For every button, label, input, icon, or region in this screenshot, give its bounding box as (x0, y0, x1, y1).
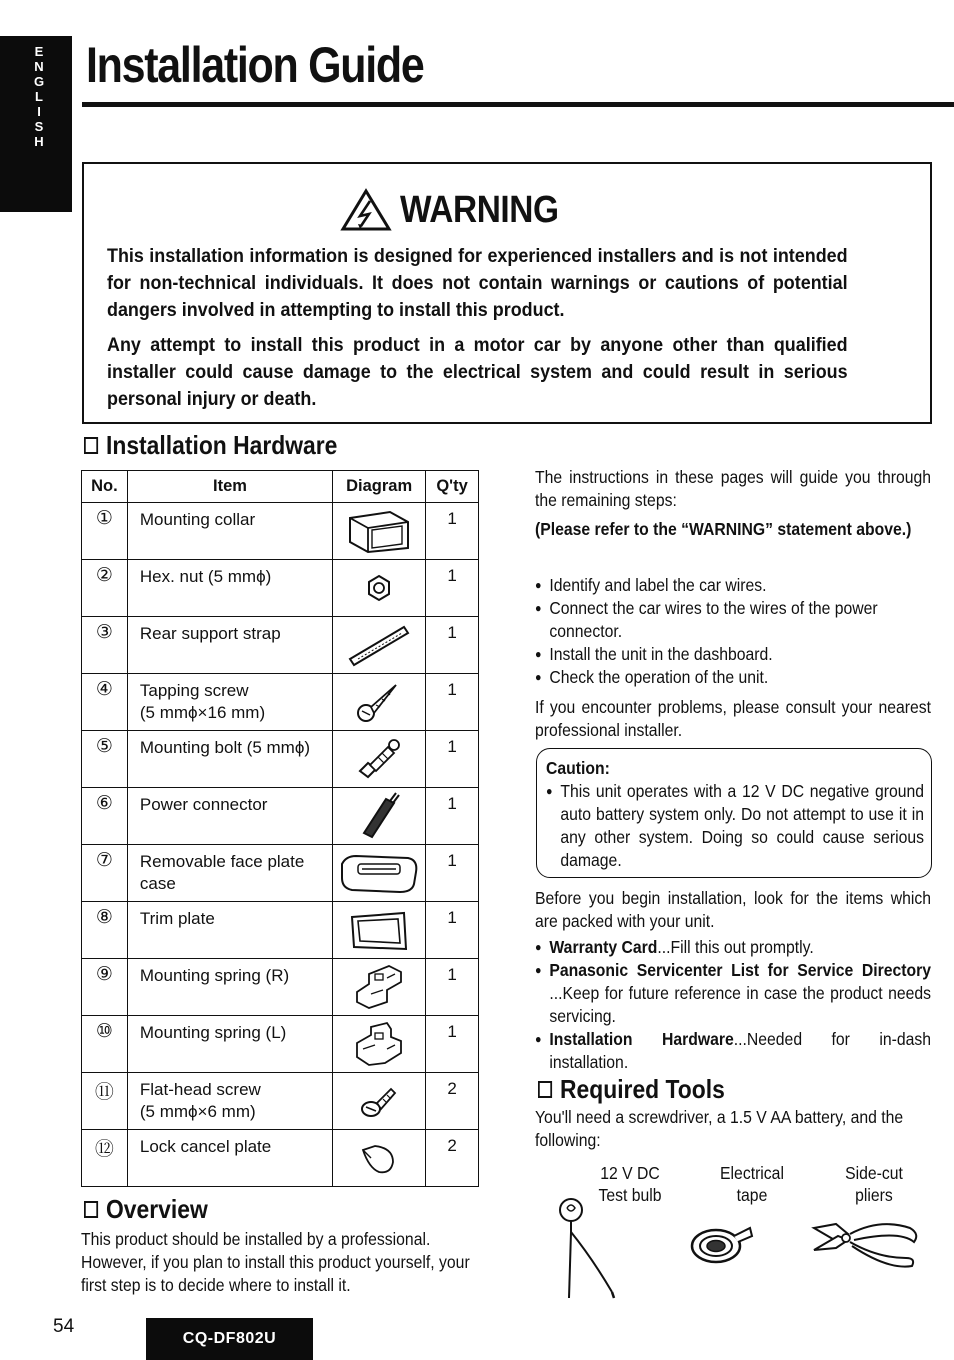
high-voltage-warning-icon (340, 188, 392, 232)
caution-content (546, 757, 924, 872)
support-strap-icon (344, 621, 414, 669)
instructions-intro: The instructions in these pages will guide you through the remaining steps: (535, 467, 931, 510)
table-row (82, 1130, 479, 1187)
row-qty: 1 (426, 503, 479, 560)
required-tools-text: You'll need a screwdriver, a 1.5 V AA battery, and the following: (535, 1107, 904, 1150)
trim-plate-icon (344, 907, 414, 953)
checkbox-icon (84, 1201, 98, 1218)
list-item: ● Install the unit in the dashboard. (535, 643, 931, 666)
col-item: Item (127, 471, 332, 503)
page-number: 54 (53, 1316, 75, 1337)
row-qty: 1 (426, 560, 479, 617)
table-row (82, 1073, 479, 1130)
installation-hardware-heading: Installation Hardware (84, 430, 337, 461)
warning-title: WARNING (400, 188, 559, 231)
side-cut-pliers-icon (808, 1214, 924, 1274)
power-connector-icon (356, 791, 402, 841)
warning-reference-note: (Please refer to the “WARNING” statement above.) (535, 519, 912, 539)
row-number: ⑨ (82, 959, 128, 1016)
table-row (82, 845, 479, 902)
row-item: Power connector (127, 788, 332, 845)
row-number: ④ (82, 674, 128, 731)
row-item: Mounting collar (127, 503, 332, 560)
instruction-steps (535, 574, 931, 689)
row-item: Mounting spring (L) (127, 1016, 332, 1073)
row-item: Lock cancel plate (127, 1130, 332, 1187)
row-number: ⑩ (82, 1016, 128, 1073)
table-header-row (82, 471, 479, 503)
list-item: ● Installation Hardware...Needed for in-dash installation. (535, 1028, 931, 1074)
title-rule (82, 102, 954, 107)
row-number: ⑪ (82, 1073, 128, 1130)
packed-items-intro: Before you begin installation, look for the items which are packed with your unit. (535, 888, 931, 931)
mounting-bolt-icon (354, 735, 404, 783)
row-number: ⑤ (82, 731, 128, 788)
row-qty: 2 (426, 1073, 479, 1130)
row-number: ⑦ (82, 845, 128, 902)
row-qty: 1 (426, 731, 479, 788)
electrical-tape-label: Electrical tape (720, 1163, 784, 1205)
row-qty: 1 (426, 674, 479, 731)
hardware-table (81, 470, 479, 1187)
table-row (82, 959, 479, 1016)
lock-cancel-plate-icon (357, 1138, 401, 1178)
test-bulb-label: 12 V DC Test bulb (598, 1163, 662, 1205)
warning-paragraph-2: Any attempt to install this product in a motor car by anyone other than qualified installer could cause damage to the electrical system and could result in serious personal injury or death. (107, 334, 848, 410)
row-number: ① (82, 503, 128, 560)
row-qty: 1 (426, 845, 479, 902)
hex-nut-icon (364, 568, 394, 608)
overview-heading: Overview (84, 1194, 208, 1225)
table-row (82, 674, 479, 731)
overview-text: This product should be installed by a professional. However, if you plan to install this product yourself, your first step is to decide where to install it. (81, 1229, 470, 1295)
warning-heading (340, 188, 580, 232)
table-row (82, 617, 479, 674)
col-no: No. (82, 471, 128, 503)
tapping-screw-icon (354, 679, 404, 725)
row-number: ⑧ (82, 902, 128, 959)
caution-text: ● This unit operates with a 12 V DC negative ground auto battery system only. Do not attempt to use it in any other system. Doing so could cause serious damage. (546, 780, 924, 872)
checkbox-icon (84, 437, 98, 454)
required-tools-heading: Required Tools (538, 1074, 725, 1105)
packed-items-list (535, 936, 931, 1074)
language-tab-letters: E N G L I S H (34, 44, 45, 149)
row-qty: 1 (426, 788, 479, 845)
row-item: Mounting spring (R) (127, 959, 332, 1016)
language-tab (0, 36, 72, 226)
col-diagram: Diagram (333, 471, 426, 503)
page-title: Installation Guide (86, 37, 424, 93)
mounting-collar-icon (344, 508, 414, 554)
table-row (82, 902, 479, 959)
row-number: ③ (82, 617, 128, 674)
list-item: ● Connect the car wires to the wires of the power connector. (535, 597, 931, 643)
row-number: ⑥ (82, 788, 128, 845)
row-item: Mounting bolt (5 mmϕ) (127, 731, 332, 788)
row-qty: 2 (426, 1130, 479, 1187)
checkbox-icon (538, 1081, 552, 1098)
warning-paragraph-1: This installation information is designed for experienced installers and is not intended for non-technical individuals. It does not contain warnings or cautions of potential dangers involved in attempting to install this product. (107, 245, 848, 321)
table-row (82, 731, 479, 788)
row-qty: 1 (426, 959, 479, 1016)
list-item: ● Identify and label the car wires. (535, 574, 931, 597)
list-item: ● Panasonic Servicenter List for Service Directory ...Keep for future reference in case the product needs servicing. (535, 959, 931, 1028)
side-cut-pliers-label: Side-cut pliers (845, 1163, 903, 1205)
caution-heading: Caution: (546, 758, 610, 778)
row-item: Tapping screw (5 mmϕ×16 mm) (127, 674, 332, 731)
row-qty: 1 (426, 902, 479, 959)
row-qty: 1 (426, 617, 479, 674)
face-plate-case-icon (336, 850, 422, 896)
table-row (82, 560, 479, 617)
row-number: ⑫ (82, 1130, 128, 1187)
table-row (82, 503, 479, 560)
table-row (82, 1016, 479, 1073)
row-item: Hex. nut (5 mmϕ) (127, 560, 332, 617)
table-row (82, 788, 479, 845)
row-qty: 1 (426, 1016, 479, 1073)
row-item: Rear support strap (127, 617, 332, 674)
col-qty: Q'ty (426, 471, 479, 503)
row-number: ② (82, 560, 128, 617)
test-bulb-icon (552, 1188, 622, 1300)
flat-head-screw-icon (359, 1079, 399, 1123)
list-item: ● Check the operation of the unit. (535, 666, 931, 689)
row-item: Removable face plate case (127, 845, 332, 902)
list-item: ● Warranty Card...Fill this out promptly. (535, 936, 931, 959)
row-item: Flat-head screw (5 mmϕ×6 mm) (127, 1073, 332, 1130)
row-item: Trim plate (127, 902, 332, 959)
mounting-spring-l-icon (351, 1019, 407, 1069)
mounting-spring-r-icon (351, 962, 407, 1012)
problems-text: If you encounter problems, please consult your nearest professional installer. (535, 697, 931, 740)
section-number: 33 (28, 210, 44, 226)
electrical-tape-icon (686, 1218, 766, 1274)
model-number-bar: CQ-DF802U (146, 1318, 313, 1360)
